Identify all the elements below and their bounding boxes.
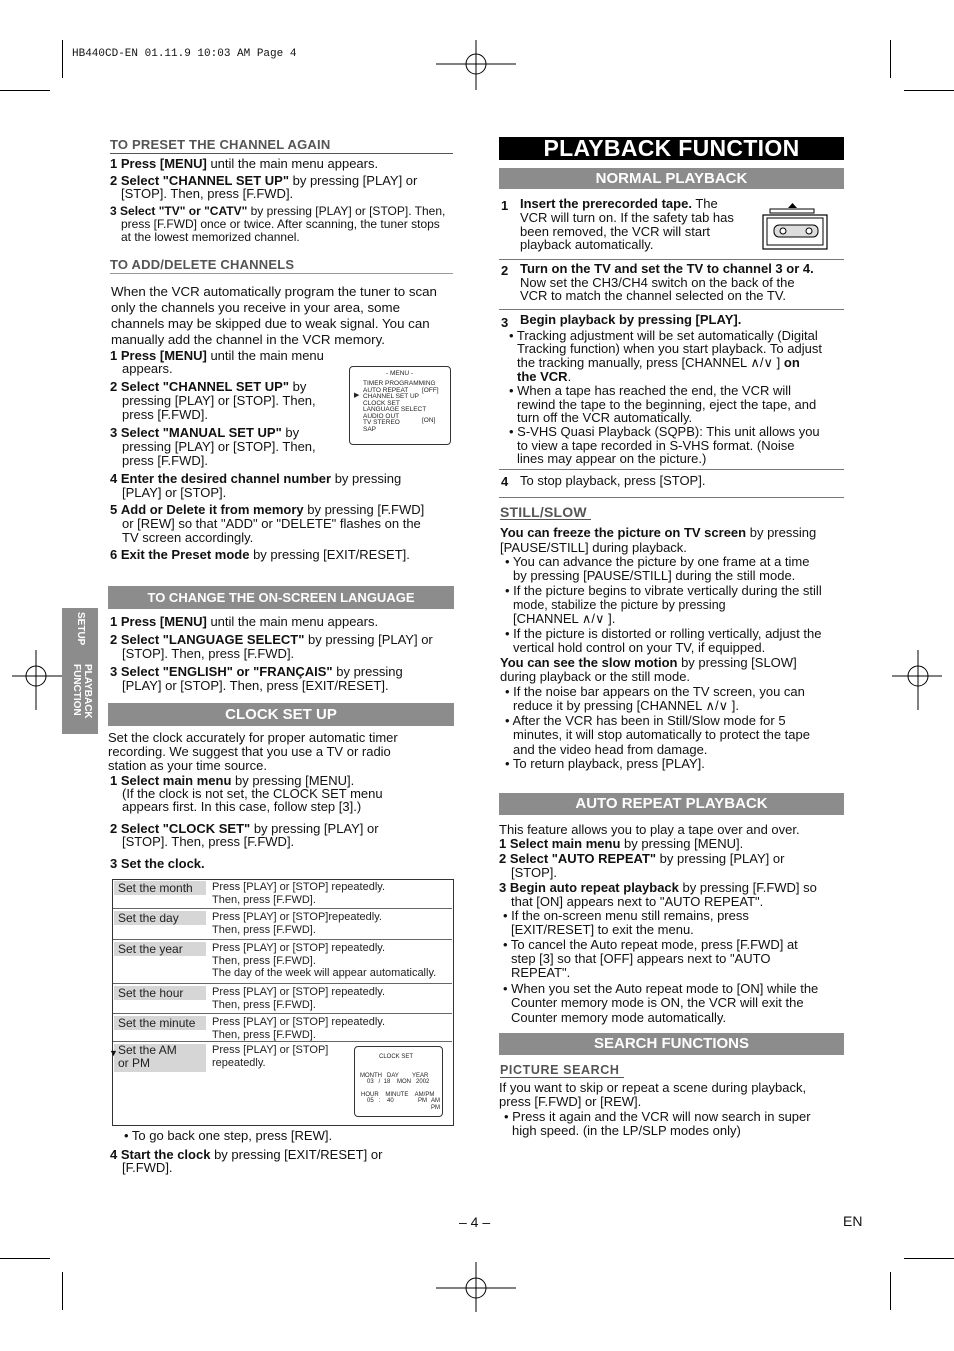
table-row-desc: Press [PLAY] or [STOP] repeatedly. Then, press [F.FWD]. The day of the week will appear automatically. <box>212 942 437 979</box>
table-row-label: Set the day <box>114 911 206 925</box>
chevron-down-icon: ∨ <box>763 355 774 370</box>
registration-mark-left <box>12 650 62 710</box>
divider <box>499 497 844 498</box>
step-number: 4 <box>501 474 509 489</box>
step-number: 1 <box>501 198 509 213</box>
repeat-step-1: 1 Select main menu by pressing [MENU]. <box>499 836 744 851</box>
adddel-step-5-cont: or [REW] so that "ADD" or "DELETE" flashes on the <box>122 516 421 531</box>
still-para-1-cont: [PAUSE/STILL] during playback. <box>500 540 687 555</box>
clock-intro: Set the clock accurately for proper automatic timer recording. We suggest that you use a TV or radio station as your time source. <box>108 730 398 773</box>
search-para-cont: press [F.FWD] or [REW]. <box>499 1094 642 1109</box>
print-header: HB440CD-EN 01.11.9 10:03 AM Page 4 <box>72 48 297 60</box>
still-bullet-2: • If the picture begins to vibrate vertically during the still <box>505 583 822 598</box>
clock-step-1: 1 Select main menu by pressing [MENU]. <box>110 773 355 788</box>
chevron-down-icon: ∨ <box>718 698 729 713</box>
normal-step-4: To stop playback, press [STOP]. <box>520 473 706 488</box>
crop-mark <box>0 1258 50 1259</box>
clock-osd-am: AM <box>431 1098 440 1104</box>
normal-bullet-2-cont: rewind the tape to the beginning, eject the tape, and <box>517 397 817 412</box>
adddel-step-3-cont: pressing [PLAY] or [STOP]. Then, <box>122 439 316 454</box>
step-number: 3 <box>501 315 509 330</box>
menu-osd-value: [ON] <box>422 417 436 424</box>
clock-osd-screen <box>354 1046 443 1117</box>
preset-step-3: 3 Select "TV" or "CATV" by pressing [PLAY] or [STOP]. Then, <box>110 204 446 218</box>
normal-bullet-2: • When a tape has reached the end, the VCR will <box>509 383 792 398</box>
clock-step-4-cont: [F.FWD]. <box>122 1160 173 1175</box>
clock-osd-values: 03 / 18 MON 2002 <box>367 1079 430 1085</box>
repeat-bullet-1: • If the on-screen menu still remains, press <box>503 908 749 923</box>
table-row-separator <box>113 983 452 984</box>
still-slow-title: STILL/SLOW <box>500 505 591 520</box>
crop-mark <box>904 90 954 91</box>
divider <box>499 259 844 260</box>
still-bullet-3: • If the picture is distorted or rolling vertically, adjust the <box>505 626 822 641</box>
crop-mark <box>0 90 50 91</box>
registration-mark-bottom <box>436 1262 516 1312</box>
clock-osd-pm: PM <box>418 1098 427 1104</box>
menu-osd-item: SAP <box>363 425 377 433</box>
clock-osd-title: CLOCK SET <box>379 1054 414 1060</box>
menu-osd-item: TV STEREO <box>363 419 400 426</box>
normal-bullet-3-cont2: lines may appear on the picture.) <box>517 451 707 466</box>
repeat-step-3: 3 Begin auto repeat playback by pressing [F.FWD] so <box>499 880 817 895</box>
clock-section-header: CLOCK SET UP <box>108 703 454 726</box>
divider <box>499 309 844 310</box>
menu-osd-item: CLOCK SET <box>363 399 400 407</box>
menu-osd-item: CHANNEL SET UP <box>363 393 419 400</box>
table-row-desc: Press [PLAY] or [STOP]repeatedly. Then, press [F.FWD]. <box>212 911 382 936</box>
normal-step-1: Insert the prerecorded tape. The <box>520 196 718 211</box>
table-row-desc: Press [PLAY] or [STOP] repeatedly. Then, press [F.FWD]. <box>212 986 386 1011</box>
still-bullet-3-cont: vertical hold control on your TV, if equipped. <box>513 640 766 655</box>
table-row-desc: Press [PLAY] or [STOP] repeatedly. Then, press [F.FWD]. <box>212 1016 386 1041</box>
still-bullet-1: • You can advance the picture by one frame at a time <box>505 554 810 569</box>
divider <box>499 469 844 470</box>
clock-step-4: 4 Start the clock by pressing [EXIT/RESET] or <box>110 1147 383 1162</box>
table-row-label: Set the minute <box>114 1016 206 1030</box>
chevron-down-icon: ∨ <box>595 611 605 626</box>
chevron-up-icon: ∧ <box>581 611 592 626</box>
menu-osd-title: - MENU - <box>386 370 414 377</box>
repeat-bullet-2: • To cancel the Auto repeat mode, press [F.FWD] at <box>503 937 798 952</box>
adddel-intro: When the VCR automatically program the tuner to scan only the channels you receive in your area, some channels may be skipped due to weak signal. You can manually add the channel in the VCR memory. <box>111 284 437 347</box>
registration-mark-right <box>892 650 942 710</box>
normal-step-2-cont2: VCR to match the channel selected on the TV. <box>520 288 786 303</box>
lang-step-1: 1 Press [MENU] until the main menu appears. <box>110 614 379 629</box>
table-row-desc-ampm: Press [PLAY] or [STOP] repeatedly. <box>212 1044 329 1069</box>
normal-step-2-cont: Now set the CH3/CH4 switch on the back of the <box>520 275 795 290</box>
auto-repeat-header: AUTO REPEAT PLAYBACK <box>499 793 844 815</box>
normal-bullet-3: • S-VHS Quasi Playback (SQPB): This unit allows you <box>509 424 820 439</box>
clock-step-1-cont2: appears first. In this case, follow step [3].) <box>122 799 362 814</box>
search-bullet-1: • Press it again and the VCR will now search in super <box>504 1109 811 1124</box>
still-bullet-4: • If the noise bar appears on the TV screen, you can <box>505 684 805 699</box>
adddel-step-2-cont2: press [F.FWD]. <box>122 407 208 422</box>
normal-bullet-1-cont: Tracking function) when you start playback. To adjust <box>517 341 822 356</box>
language-section-header: TO CHANGE THE ON-SCREEN LANGUAGE <box>108 586 454 609</box>
adddel-step-4: 4 Enter the desired channel number by pressing <box>110 471 402 486</box>
repeat-bullet-3: • When you set the Auto repeat mode to [ON] while the <box>503 981 819 996</box>
repeat-step-3-cont: that [ON] appears next to "AUTO REPEAT". <box>511 894 764 909</box>
repeat-bullet-2-cont: step [3] so that [OFF] appears next to "AUTO <box>511 951 771 966</box>
preset-step-3-cont2: at the lowest memorized channel. <box>121 230 300 244</box>
preset-step-3-cont: press [F.FWD] once or twice. After scanning, the tuner stops <box>121 217 440 231</box>
still-bullet-5-cont2: and the video head from damage. <box>513 742 708 757</box>
search-bullet-1-cont: high speed. (in the LP/SLP modes only) <box>512 1123 741 1138</box>
adddel-step-2-cont: pressing [PLAY] or [STOP]. Then, <box>122 393 316 408</box>
crop-mark <box>890 1272 891 1310</box>
clock-step-1-cont: (If the clock is not set, the CLOCK SET menu <box>122 786 383 801</box>
clock-step-2: 2 Select "CLOCK SET" by pressing [PLAY] or <box>110 821 379 836</box>
adddel-step-6: 6 Exit the Preset mode by pressing [EXIT/RESET]. <box>110 547 410 562</box>
lang-step-3: 3 Select "ENGLISH" or "FRANÇAIS" by pressing <box>110 664 403 679</box>
clock-osd-values: 05 : 40 <box>367 1098 394 1104</box>
table-row-separator <box>113 939 452 940</box>
clock-osd-headings: HOUR MINUTE AM/PM <box>361 1092 435 1098</box>
repeat-step-2: 2 Select "AUTO REPEAT" by pressing [PLAY] or <box>499 851 785 866</box>
still-bullet-2-cont: mode, stabilize the picture by pressing <box>513 598 726 612</box>
repeat-bullet-3-cont2: Counter memory mode automatically. <box>511 1010 727 1025</box>
search-para: If you want to skip or repeat a scene during playback, <box>499 1080 807 1095</box>
adddel-step-3: 3 Select "MANUAL SET UP" by <box>110 425 300 440</box>
still-bullet-2-cont2: [CHANNEL ∧/∨ ]. <box>513 611 616 626</box>
table-row-label: Set the month <box>114 881 206 895</box>
menu-osd-screen <box>349 366 451 445</box>
page-title: PLAYBACK FUNCTION <box>499 137 844 160</box>
vcr-tape-insert-icon <box>760 203 830 251</box>
side-tab-setup: SETUP <box>75 612 86 646</box>
step-number: 2 <box>501 263 509 278</box>
normal-bullet-1: • Tracking adjustment will be set automatically (Digital <box>509 328 818 343</box>
preset-step-2-cont: [STOP]. Then, press [F.FWD]. <box>121 186 294 201</box>
chevron-up-icon: ∧ <box>705 698 715 713</box>
normal-bullet-2-cont2: turn off the VCR automatically. <box>517 410 693 425</box>
chevron-up-icon: ∧ <box>750 355 760 370</box>
still-bullet-5-cont: minutes, it will stop automatically to protect the tape <box>513 727 810 742</box>
adddel-step-3-cont2: press [F.FWD]. <box>122 453 208 468</box>
still-para-2: You can see the slow motion by pressing [SLOW] <box>500 655 797 670</box>
table-row-label-ampm: Set the AM or PM <box>114 1044 206 1072</box>
normal-step-1-cont2: been removed, the VCR will start <box>520 224 711 239</box>
lang-step-2-cont: [STOP]. Then, press [F.FWD]. <box>122 646 295 661</box>
still-para-2-cont: during playback or the still mode. <box>500 669 691 684</box>
normal-bullet-3-cont: to view a tape recorded in S-VHS format. (Noise <box>517 438 795 453</box>
crop-mark <box>904 1258 954 1259</box>
still-bullet-6: • To return playback, press [PLAY]. <box>505 756 705 771</box>
adddel-step-4-cont: [PLAY] or [STOP]. <box>122 485 227 500</box>
registration-mark-top <box>436 40 516 90</box>
lang-step-3-cont: [PLAY] or [STOP]. Then, press [EXIT/RESET]. <box>122 678 389 693</box>
normal-bullet-1-cont2: the tracking manually, press [CHANNEL ∧/∨ ] on <box>517 355 800 370</box>
clock-back-note: • To go back one step, press [REW]. <box>124 1128 333 1143</box>
adddel-step-2: 2 Select "CHANNEL SET UP" by <box>110 379 307 394</box>
normal-step-2: Turn on the TV and set the TV to channel 3 or 4. <box>520 261 814 276</box>
still-bullet-4-cont: reduce it by pressing [CHANNEL ∧/∨ ]. <box>513 698 739 713</box>
repeat-bullet-3-cont: Counter memory mode is ON, the VCR will exit the <box>511 995 804 1010</box>
search-functions-header: SEARCH FUNCTIONS <box>499 1033 844 1055</box>
crop-mark <box>62 40 63 78</box>
table-row-separator <box>113 908 452 909</box>
repeat-intro: This feature allows you to play a tape over and over. <box>499 822 800 837</box>
adddel-step-1-cont: appears. <box>122 361 173 376</box>
normal-step-1-cont: VCR will turn on. If the safety tab has <box>520 210 734 225</box>
still-bullet-5: • After the VCR has been in Still/Slow mode for 5 <box>505 713 786 728</box>
menu-osd-item: AUDIO OUT <box>363 412 400 420</box>
repeat-bullet-1-cont: [EXIT/RESET] to exit the menu. <box>511 922 694 937</box>
clock-osd-pm2: PM <box>431 1105 440 1111</box>
normal-bullet-1-cont3: the VCR. <box>517 369 572 384</box>
menu-osd-value: [OFF] <box>422 386 439 394</box>
adddel-step-1: 1 Press [MENU] until the main menu <box>110 348 324 363</box>
table-row-separator <box>113 1041 452 1042</box>
crop-mark <box>890 40 891 78</box>
menu-osd-item: LANGUAGE SELECT <box>363 406 427 413</box>
menu-pointer-icon: ▶ <box>354 392 360 399</box>
preset-title: TO PRESET THE CHANNEL AGAIN <box>110 138 453 154</box>
still-para-1: You can freeze the picture on TV screen by pressing <box>500 525 817 540</box>
menu-osd-item: TIMER PROGRAMMING <box>363 380 436 387</box>
preset-step-2: 2 Select "CHANNEL SET UP" by pressing [PLAY] or <box>110 173 418 188</box>
adddel-step-5-cont2: TV screen accordingly. <box>122 530 254 545</box>
normal-step-1-cont3: playback automatically. <box>520 237 654 252</box>
picture-search-title: PICTURE SEARCH <box>500 1063 624 1078</box>
table-row-label: Set the year <box>114 942 206 956</box>
table-row-desc: Press [PLAY] or [STOP] repeatedly. Then, press [F.FWD]. <box>212 881 386 906</box>
page-number: – 4 – <box>459 1214 491 1230</box>
arrow-icon: ▼ <box>109 1048 118 1058</box>
language-code: EN <box>843 1213 863 1229</box>
adddel-step-5: 5 Add or Delete it from memory by pressing [F.FWD] <box>110 502 425 517</box>
table-row-separator <box>113 1013 452 1014</box>
repeat-step-2-cont: [STOP]. <box>511 865 557 880</box>
clock-step-2-cont: [STOP]. Then, press [F.FWD]. <box>122 834 295 849</box>
adddel-title: TO ADD/DELETE CHANNELS <box>110 258 453 274</box>
crop-mark <box>62 1272 63 1310</box>
normal-playback-header: NORMAL PLAYBACK <box>499 168 844 189</box>
table-row-label: Set the hour <box>114 986 206 1000</box>
lang-step-2: 2 Select "LANGUAGE SELECT" by pressing [PLAY] or <box>110 632 433 647</box>
still-bullet-1-cont: by pressing [PAUSE/STILL] during the still mode. <box>513 568 796 583</box>
preset-step-1: 1 Press [MENU] until the main menu appears. <box>110 156 379 171</box>
repeat-bullet-2-cont2: REPEAT". <box>511 965 571 980</box>
menu-osd-item: AUTO REPEAT <box>363 386 409 394</box>
clock-step-3: 3 Set the clock. <box>110 856 205 871</box>
normal-step-3: Begin playback by pressing [PLAY]. <box>520 312 742 327</box>
clock-osd-headings: MONTH DAY YEAR <box>360 1073 429 1079</box>
